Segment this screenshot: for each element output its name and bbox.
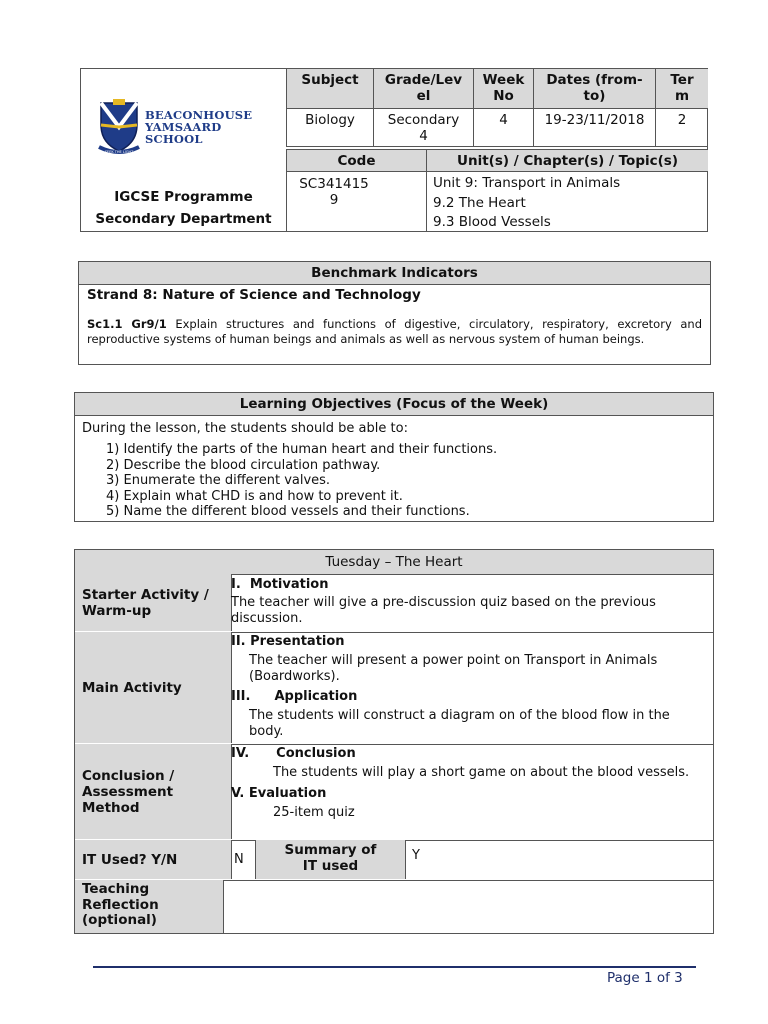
objectives-title: Learning Objectives (Focus of the Week) [75,393,713,416]
presentation-heading [231,633,707,651]
objectives-list [82,442,706,520]
item-number: 2) [106,457,120,473]
list-item [82,489,706,505]
school-logo [97,97,277,157]
summary-it-label: Summary of IT used [256,840,406,879]
it-row [75,840,713,881]
list-item [82,458,706,474]
evaluation-text: 25-item quiz [273,804,355,820]
strand-title: Strand 8: Nature of Science and Technology [87,287,421,303]
benchmark-box [78,261,711,365]
page-number: Page 1 of 3 [607,970,683,986]
conclusion-text: The students will play a short game on about the blood vessels. [273,765,690,780]
reflection-row [75,880,713,933]
reflection-label: Teaching Reflection (optional) [75,880,224,933]
grade-header: Grade/Lev el [373,69,473,109]
benchmark-title: Benchmark Indicators [79,262,710,285]
footer-divider [93,966,696,968]
code-value [286,172,426,232]
crest-icon [97,97,141,157]
subject-header: Subject [286,69,373,109]
reflection-field[interactable] [225,880,713,933]
heading-text: Presentation [250,634,345,649]
benchmark-code: Sc1.1 Gr9/1 [87,317,167,331]
heading-number: I. [231,577,241,592]
heading-number: IV. [231,746,250,761]
term-value: 2 [655,109,708,147]
objectives-intro: During the lesson, the students should be able to: [82,421,408,436]
week-value: 4 [473,109,533,147]
it-used-label: IT Used? Y/N [75,840,232,879]
units-value [426,172,708,232]
heading-text: Conclusion [276,746,356,761]
lesson-title: Tuesday – The Heart [75,550,713,575]
unit-line: 9.2 The Heart [433,194,526,211]
heading-text: Evaluation [248,785,327,801]
motto-text: SEEK THE LIGHT [104,150,134,154]
list-item [82,442,706,458]
item-number: 3) [106,473,120,488]
item-text: Name the different blood vessels and their functions. [123,504,470,519]
item-text: Enumerate the different valves. [123,473,331,488]
week-header: Week No [473,69,533,109]
it-used-value: N [224,840,256,879]
code-header: Code [286,149,426,172]
item-text: Explain what CHD is and how to prevent it. [123,488,403,504]
starter-heading [231,576,707,593]
item-number: 4) [106,488,120,504]
item-text: Identify the parts of the human heart and their functions. [123,442,498,457]
list-item [82,504,706,520]
heading-number: III. [231,689,251,704]
application-text: The students will construct a diagram on of the blood flow in the body. [249,708,670,739]
benchmark-description: Explain structures and functions of digestive, circulatory, respiratory, excretory and reproductive systems of human beings and animals as well as nervous system of human beings. [87,317,702,346]
school-name-line1: BEACONHOUSE [145,108,253,122]
subject-value: Biology [286,109,373,147]
conclusion-heading [231,745,707,763]
item-number: 1) [106,442,120,457]
summary-it-value: Y [412,848,420,863]
item-text: Describe the blood circulation pathway. [123,457,381,473]
unit-line: 9.3 Blood Vessels [433,214,551,230]
evaluation-heading [231,785,707,803]
heading-number: II. [231,634,246,649]
dates-value: 19-23/11/2018 [533,109,655,147]
conclusion-row [75,744,713,841]
header-table [80,68,708,232]
conclusion-label: Conclusion / Assessment Method [75,744,232,839]
objectives-box [74,392,714,522]
item-number: 5) [106,504,120,519]
starter-row [75,574,713,633]
programme-label: IGCSE Programme [114,189,253,205]
lesson-table [74,549,714,934]
code-text: SC341415 9 [299,176,369,208]
heading-text: Motivation [249,577,329,592]
heading-number: V. [231,785,245,801]
department-label: Secondary Department [95,211,272,227]
dates-header: Dates (from- to) [533,69,655,109]
application-heading [231,688,707,706]
benchmark-text [87,317,702,346]
presentation-text: The teacher will present a power point on Transport in Animals (Boardworks). [249,653,658,684]
school-name-line2: YAMSAARD SCHOOL [145,120,222,146]
term-header: Ter m [655,69,708,109]
grade-value: Secondary 4 [373,109,473,147]
list-item [82,473,706,489]
heading-text: Application [274,689,358,704]
unit-line: Unit 9: Transport in Animals [433,175,621,191]
main-activity-row [75,632,713,745]
units-header: Unit(s) / Chapter(s) / Topic(s) [426,149,708,172]
starter-label: Starter Activity / Warm-up [75,574,232,631]
starter-text: The teacher will give a pre-discussion quiz based on the previous discussion. [231,595,656,626]
main-activity-label: Main Activity [75,632,232,743]
